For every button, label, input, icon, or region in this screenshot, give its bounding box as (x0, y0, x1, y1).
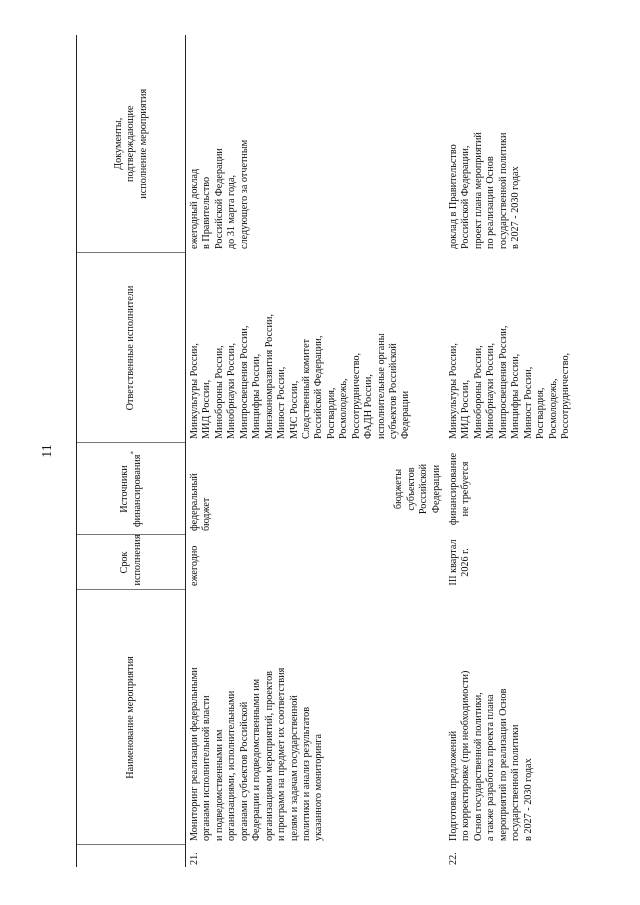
row-source-primary: финансирование не требуется (448, 452, 472, 526)
row-term: ежегодно (189, 545, 200, 586)
row-executors: Минкультуры России, МИД России, Минобороны России, Минобрнауки России, Минпросвещения России, Минцифры России, Минюст России, Росгвардия, Росмолодежь, Россотрудничество, (448, 325, 571, 439)
header-sources (77, 443, 186, 535)
row-documents: доклад в Правительство Российской Федерации, проект плана мероприятий по реализации Основ государственной политики в 2027 - 2030 годах (448, 132, 522, 249)
row-term: III квартал 2026 г. (448, 539, 472, 586)
header-name: Наименование мероприятия (77, 590, 186, 845)
row-number: 22. (448, 852, 459, 865)
header-sources-label: Источники финансирования (119, 454, 143, 527)
header-documents: Документы, подтверждающие исполнение мероприятия (77, 35, 186, 253)
row-documents: ежегодный доклад в Правительство Российской Федерации до 31 марта года, следующего за отчетным (189, 139, 250, 249)
row-name: Подготовка предложений по корректировке (при необходимости) Основ государственной политики, а также разработка проекта плана мероприятий по реализации Основ государственной политики в 2027 - 2030 годах (448, 670, 534, 841)
header-sources-footnote-mark: * (129, 451, 138, 455)
header-num (77, 845, 186, 867)
row-source-secondary: бюджеты субъектов Российской Федерации (393, 463, 442, 515)
page-number: 11 (40, 444, 55, 458)
row-executors: Минкультуры России, МИД России, Минобороны России, Минобрнауки России, Минпросвещения России, Минцифры России, Минэкономразвития России, Минюст России, МЧС России, Следственный комитет Российской Федерации, Росгвардия, Росмолодежь, Россотрудничество, ФАДН России, исполнительные органы субъектов Российской Федерации (189, 314, 412, 439)
row-sources (186, 443, 446, 535)
plan-table (76, 35, 640, 867)
table-row (445, 35, 640, 867)
table-header-row (77, 35, 186, 867)
row-number: 21. (189, 852, 200, 865)
row-name: Мониторинг реализации федеральными органами исполнительной власти и подведомственными им организациями, исполнительными органами субъектов Российской Федерации и подведомственными им организациями мероприятий, проектов и программ на предмет их соответствия целям и задачам государственной политики и анализ результатов указанного мониторинга (189, 667, 325, 841)
table-row (186, 35, 446, 867)
header-executors: Ответственные исполнители (77, 253, 186, 443)
header-term: Срок исполнения (77, 535, 186, 590)
row-source-primary: федеральный бюджет (189, 473, 213, 531)
